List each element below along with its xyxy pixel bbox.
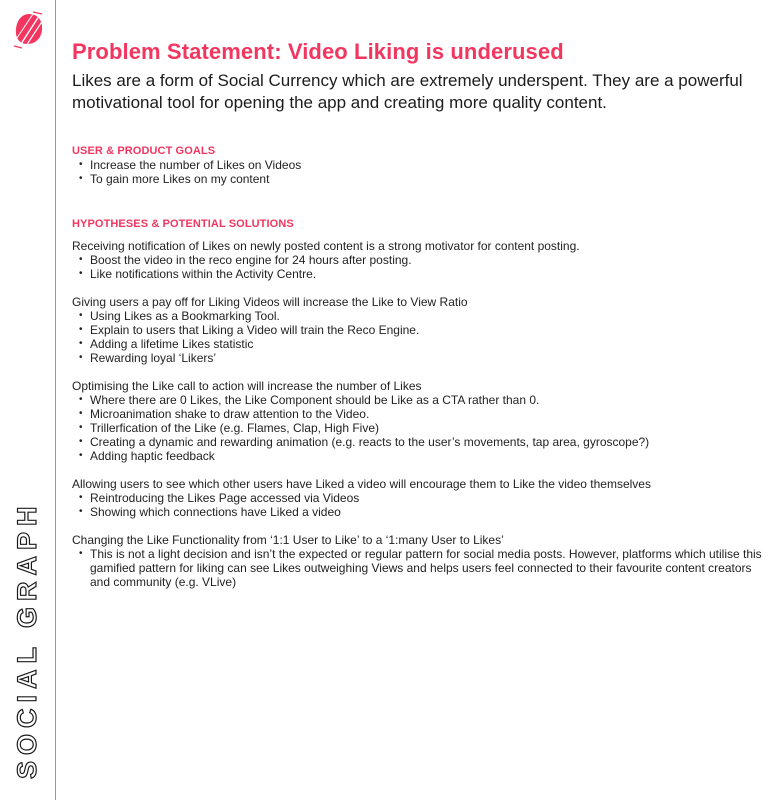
intro-paragraph: Likes are a form of Social Currency which are extremely underspent. They are a powerful motivational tool for opening the app and creating more quality content. <box>72 71 743 112</box>
vertical-label-text: SOCIAL GRAPH <box>12 500 42 779</box>
hypothesis-group <box>72 379 762 463</box>
hypothesis-group <box>72 239 762 281</box>
list-item: • This is not a light decision and isn’t the expected or regular pattern for social media posts. However, platforms which utilise this gamified pattern for liking can see Likes outweighing Views and helps users feel connected to their favourite content creators and community (e.g. VLive) <box>79 547 762 589</box>
list-item: • Increase the number of Likes on Videos <box>79 158 762 172</box>
hypotheses-heading: HYPOTHESES & POTENTIAL SOLUTIONS <box>72 218 294 230</box>
goals-heading: USER & PRODUCT GOALS <box>72 145 216 157</box>
hypothesis-statement: Optimising the Like call to action will increase the number of Likes <box>72 379 422 393</box>
goals-list <box>72 158 762 186</box>
list-item: • Where there are 0 Likes, the Like Component should be Like as a CTA rather than 0. <box>79 393 762 407</box>
striped-circle-logo-icon <box>13 11 45 49</box>
hypothesis-statement: Allowing users to see which other users have Liked a video will encourage them to Like the video themselves <box>72 477 651 491</box>
solution-list <box>72 253 762 281</box>
list-item: • Explain to users that Liking a Video will train the Reco Engine. <box>79 323 762 337</box>
list-item: • Using Likes as a Bookmarking Tool. <box>79 309 762 323</box>
solution-list <box>72 309 762 365</box>
list-item: • Reintroducing the Likes Page accessed via Videos <box>79 491 762 505</box>
hypothesis-group <box>72 477 762 519</box>
sidebar <box>0 0 56 800</box>
list-item: • Trillerfication of the Like (e.g. Flames, Clap, High Five) <box>79 421 762 435</box>
hypotheses-body <box>72 239 762 589</box>
hypothesis-group <box>72 295 762 365</box>
list-item: • Showing which connections have Liked a video <box>79 505 762 519</box>
list-item: • Adding a lifetime Likes statistic <box>79 337 762 351</box>
page-title: Problem Statement: Video Liking is underused <box>72 39 564 64</box>
hypothesis-statement: Changing the Like Functionality from ‘1:1 User to Like’ to a ‘1:many User to Likes’ <box>72 533 504 547</box>
solution-list <box>72 547 762 589</box>
list-item: • Microanimation shake to draw attention to the Video. <box>79 407 762 421</box>
solution-list <box>72 491 762 519</box>
main-content <box>72 38 762 603</box>
list-item: • Like notifications within the Activity Centre. <box>79 267 762 281</box>
hypothesis-statement: Receiving notification of Likes on newly posted content is a strong motivator for content posting. <box>72 239 580 253</box>
hypothesis-statement: Giving users a pay off for Liking Videos will increase the Like to View Ratio <box>72 295 468 309</box>
list-item: • Creating a dynamic and rewarding animation (e.g. reacts to the user’s movements, tap area, gyroscope?) <box>79 435 762 449</box>
list-item: • Adding haptic feedback <box>79 449 762 463</box>
vertical-section-label <box>10 474 44 784</box>
list-item: • Rewarding loyal ‘Likers’ <box>79 351 762 365</box>
solution-list <box>72 393 762 463</box>
hypothesis-group <box>72 533 762 589</box>
list-item: • Boost the video in the reco engine for 24 hours after posting. <box>79 253 762 267</box>
list-item: • To gain more Likes on my content <box>79 172 762 186</box>
